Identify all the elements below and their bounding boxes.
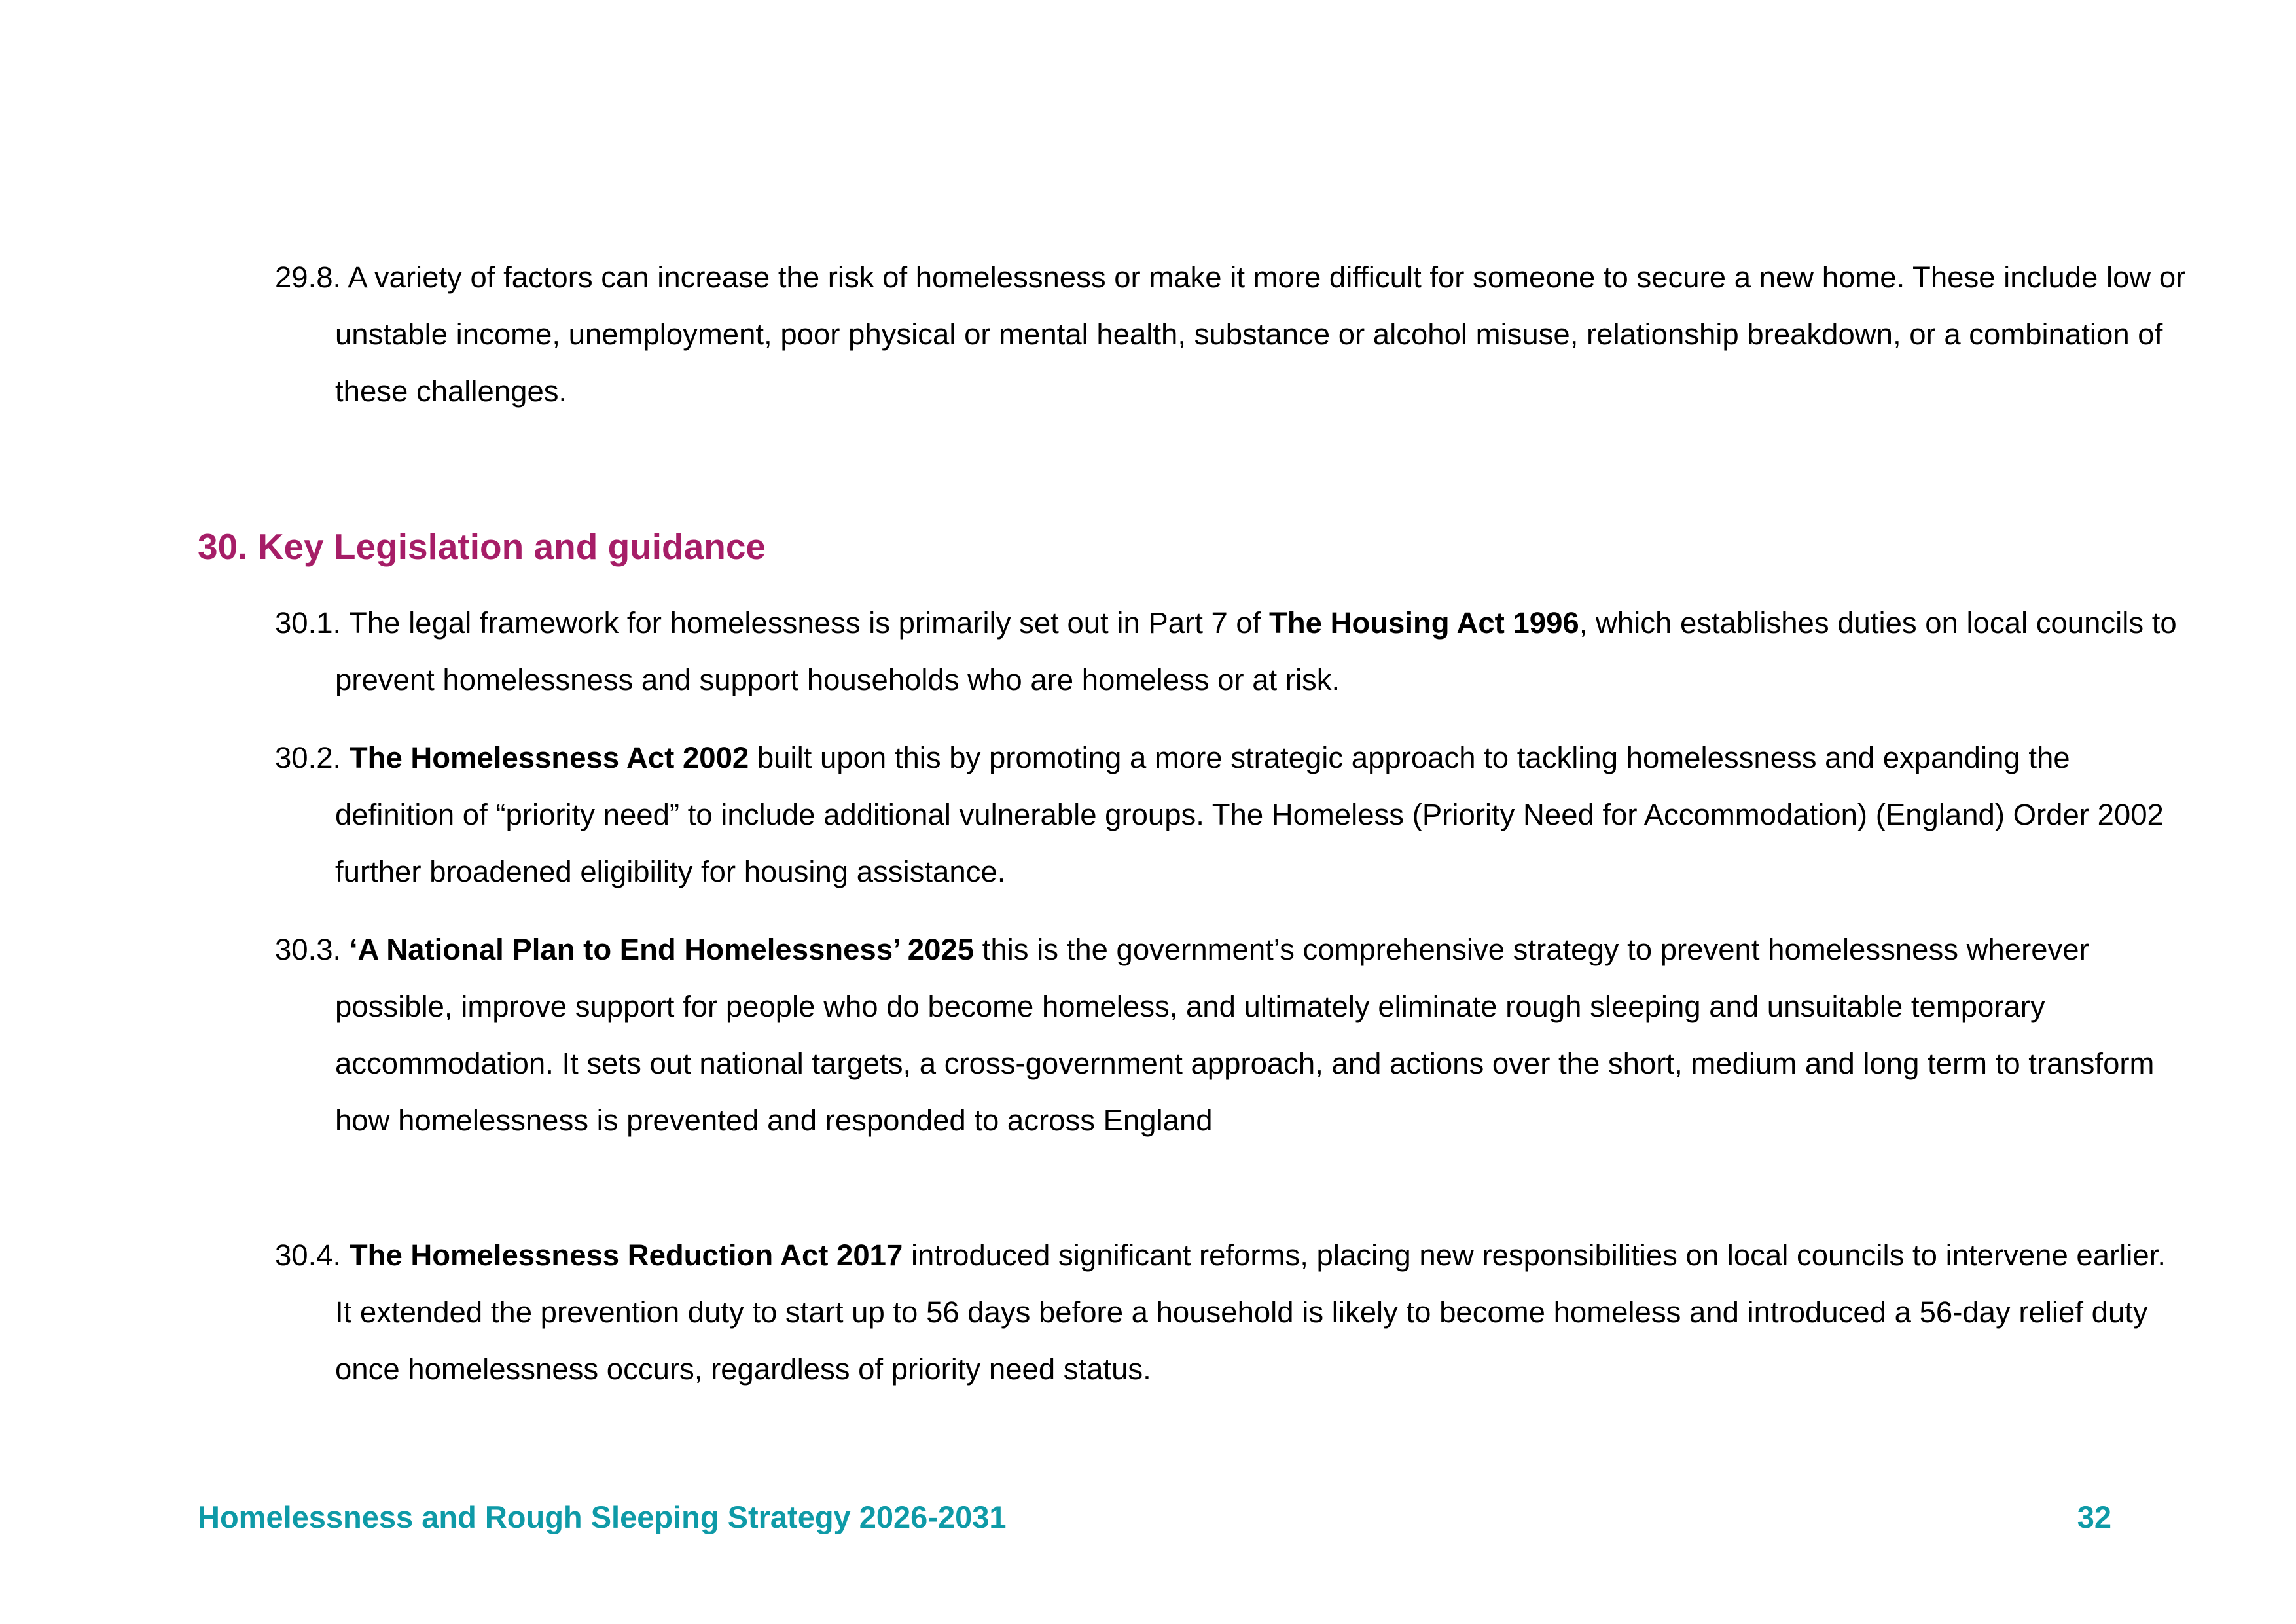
paragraph-number: 30.3. [275, 933, 342, 966]
paragraph-text: built upon this by promoting a more strategic approach to tackling homelessness and expanding the definition of “priority need” to include additional vulnerable groups. The Homeless (Priority Need for Accommodation) (England) Order 2002 further broadened eligibility for housing assistance. [335, 741, 2164, 888]
footer-page-number: 32 [2077, 1500, 2111, 1534]
paragraph-30-2 [275, 729, 2187, 900]
paragraph-30-1 [275, 594, 2187, 708]
legislation-name: ‘A National Plan to End Homelessness’ 2025 [349, 933, 975, 966]
paragraph-30-4 [275, 1227, 2187, 1398]
footer-document-title: Homelessness and Rough Sleeping Strategy 2026-2031 [198, 1500, 1007, 1534]
paragraph-number: 30.2. [275, 741, 342, 774]
section-heading: 30. Key Legislation and guidance [198, 526, 766, 567]
legislation-name: The Housing Act 1996 [1269, 606, 1579, 640]
legislation-name: The Homelessness Reduction Act 2017 [349, 1238, 903, 1272]
paragraph-text: , which establishes duties on local councils to prevent homelessness and support households who are homeless or at risk. [335, 606, 2177, 696]
paragraph-number: 30.1. [275, 606, 342, 640]
paragraph-30-3 [275, 921, 2187, 1149]
legislation-name: The Homelessness Act 2002 [349, 741, 749, 774]
paragraph-number: 29.8. [275, 261, 342, 294]
paragraph-text: A variety of factors can increase the risk of homelessness or make it more difficult for someone to secure a new home. These include low or unstable income, unemployment, poor physical or mental health, substance or alcohol misuse, relationship breakdown, or a combination of these challenges. [335, 261, 2186, 408]
paragraph-text: introduced significant reforms, placing new responsibilities on local councils to intervene earlier. It extended the prevention duty to start up to 56 days before a household is likely to become homeless and introduced a 56-day relief duty once homelessness occurs, regardless of priority need status. [335, 1238, 2166, 1386]
paragraph-29-8 [275, 249, 2187, 420]
paragraph-number: 30.4. [275, 1238, 342, 1272]
paragraph-text: this is the government’s comprehensive strategy to prevent homelessness wherever possible, improve support for people who do become homeless, and ultimately eliminate rough sleeping and unsuitable temporary accommodation. It sets out national targets, a cross-government approach, and actions over the short, medium and long term to transform how homelessness is prevented and responded to across England [335, 933, 2155, 1137]
paragraph-text: The legal framework for homelessness is primarily set out in Part 7 of [349, 606, 1261, 640]
